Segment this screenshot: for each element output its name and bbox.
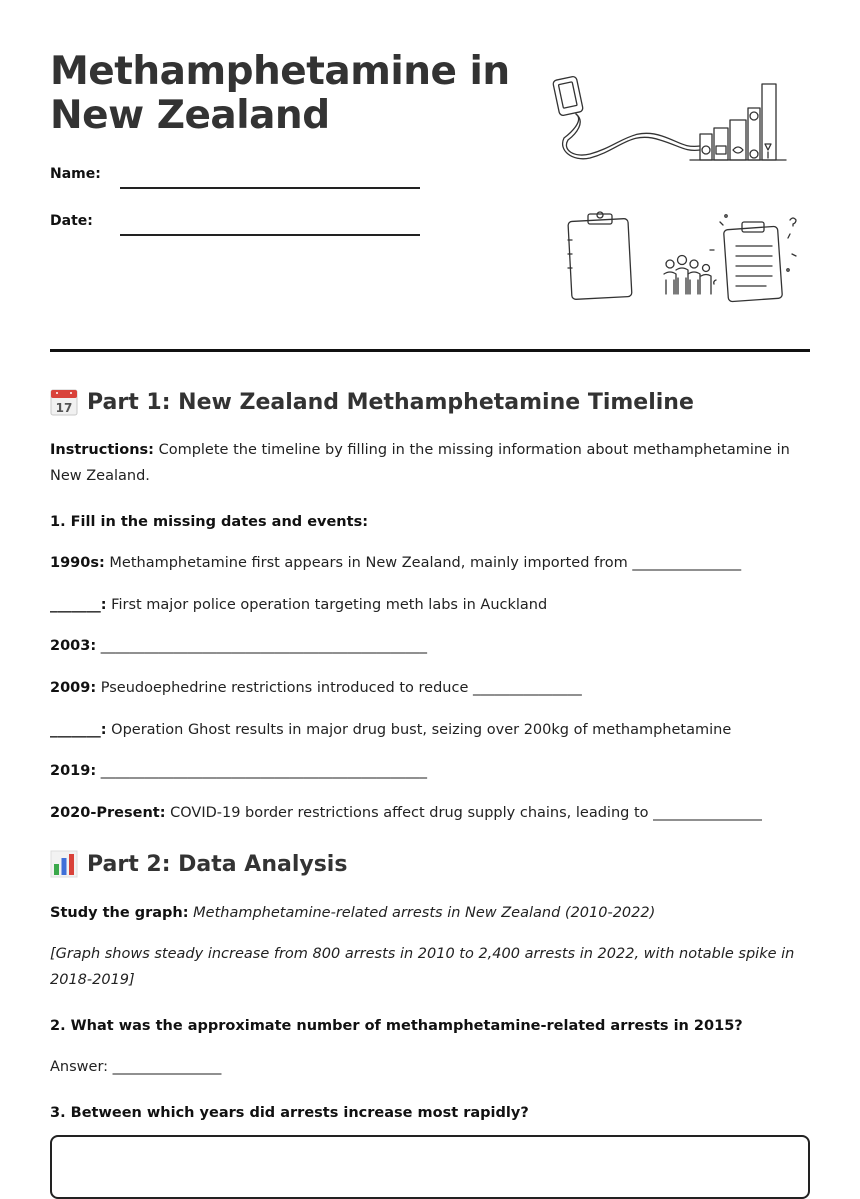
timeline-item[interactable] [50, 633, 810, 659]
timeline-item[interactable] [50, 717, 810, 743]
header-divider [50, 349, 810, 352]
timeline-text: _____________________________________________ [96, 763, 428, 779]
title-line-1: Methamphetamine in [50, 49, 510, 94]
timeline-item[interactable] [50, 550, 810, 576]
timeline-label: _______: [50, 597, 107, 613]
question-3: 3. Between which years did arrests increase most rapidly? [50, 1105, 529, 1121]
timeline-label: 2019: [50, 763, 97, 779]
timeline-text: _____________________________________________ [96, 638, 428, 654]
question-2: 2. What was the approximate number of methamphetamine-related arrests in 2015? [50, 1018, 743, 1034]
instructions-text: Complete the timeline by filling in the missing information about methamphetamine in New Zealand. [50, 442, 790, 484]
part1-heading [50, 388, 694, 416]
name-label: Name: [50, 166, 101, 182]
timeline-text: COVID-19 border restrictions affect drug supply chains, leading to _______________ [165, 805, 762, 821]
answer-line[interactable]: Answer: _______________ [50, 1059, 222, 1075]
timeline-label: _______: [50, 722, 107, 738]
timeline-item[interactable] [50, 592, 810, 618]
timeline-item[interactable] [50, 800, 810, 826]
timeline-text: Pseudoephedrine restrictions introduced to reduce _______________ [96, 680, 582, 696]
instructions [50, 437, 810, 489]
part1-title: Part 1: New Zealand Methamphetamine Timeline [87, 389, 694, 415]
timeline-label: 2003: [50, 638, 97, 654]
study-label: Study the graph: [50, 905, 189, 921]
graph-note: [Graph shows steady increase from 800 arrests in 2010 to 2,400 arrests in 2022, with notable spike in 2018-2019] [50, 946, 795, 988]
date-label: Date: [50, 213, 93, 229]
timeline-item[interactable] [50, 675, 810, 701]
timeline-label: 2009: [50, 680, 97, 696]
instructions-label: Instructions: [50, 442, 154, 458]
part2-title: Part 2: Data Analysis [87, 851, 348, 877]
timeline-label: 1990s: [50, 555, 105, 571]
date-field[interactable] [120, 234, 420, 236]
answer-box[interactable] [50, 1135, 810, 1199]
clipboard-people-illustration [560, 210, 800, 310]
study-text: Methamphetamine-related arrests in New Zealand (2010-2022) [188, 905, 656, 921]
page-title [50, 50, 510, 138]
bar-chart-icon [50, 850, 78, 878]
calendar-icon [50, 388, 78, 416]
timeline-text: Operation Ghost results in major drug bust, seizing over 200kg of methamphetamine [106, 722, 732, 738]
name-field[interactable] [120, 187, 420, 189]
phone-chart-illustration [550, 70, 790, 170]
timeline-text: Methamphetamine first appears in New Zealand, mainly imported from _______________ [104, 555, 742, 571]
study-graph [50, 900, 810, 926]
part2-heading [50, 850, 347, 878]
title-line-2: New Zealand [50, 93, 330, 138]
question-1: 1. Fill in the missing dates and events: [50, 514, 368, 530]
timeline-item[interactable] [50, 758, 810, 784]
svg-text:17: 17 [55, 401, 73, 415]
timeline-label: 2020-Present: [50, 805, 166, 821]
timeline-text: First major police operation targeting meth labs in Auckland [106, 597, 548, 613]
